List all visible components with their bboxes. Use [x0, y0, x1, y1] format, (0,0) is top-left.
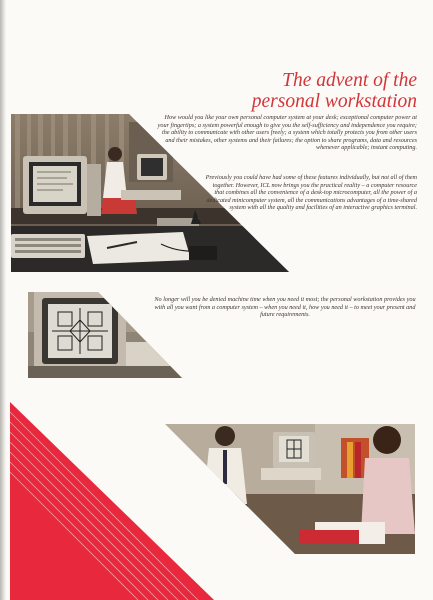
intro-paragraph: How would you like your own personal computer system at your desk; exceptional computer power at your fingertips; a system powerful enough to give you the self-sufficiency and independence you require; the ability to communicate with other users freely; a system which totally protects you from other users and their mistakes, other systems and their failures; the option to share programs, data and resources whenever applicable; instant computing.	[157, 114, 417, 152]
page-title	[187, 70, 417, 112]
page-title-line2: personal workstation	[251, 91, 417, 112]
page-title-line1: The advent of the	[282, 70, 417, 91]
machine-time-paragraph: No longer will you be denied machine time when you need it most; the personal workstation provides you with all you want from a computer system – when you need it, how you need it – to meet your present and future requirements.	[154, 296, 416, 319]
features-paragraph: Previously you could have had some of these features individually, but not all of them together. However, ICL now brings you the practical reality – a computer resource that combines all the convenience of a desk-top microcomputer, all the power of a dedicated minicomputer system, all the communications advantages of a time-shared system with all the quality and facilities of an interactive graphics terminal.	[205, 174, 417, 212]
